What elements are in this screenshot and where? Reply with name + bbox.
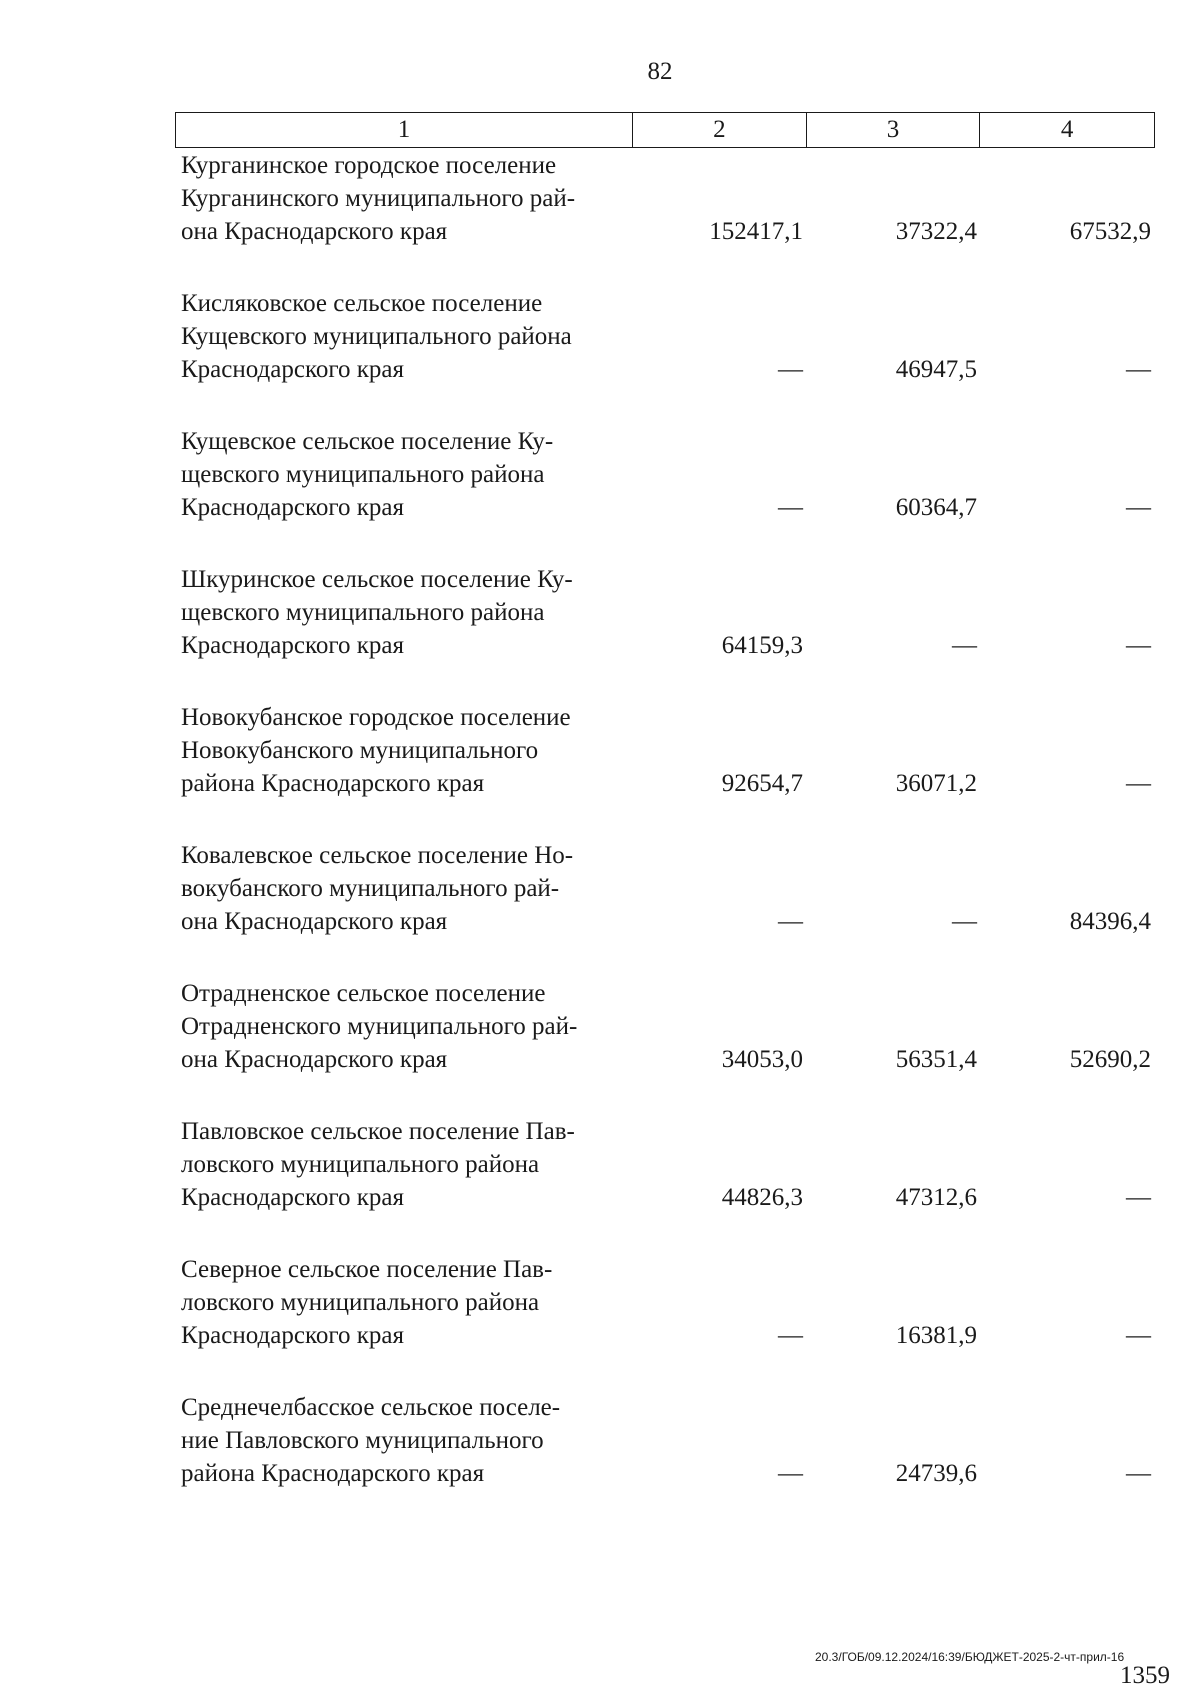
table-row bbox=[175, 700, 1155, 838]
table-row bbox=[175, 286, 1155, 424]
value-col-2: — bbox=[778, 1460, 803, 1487]
document-code: 20.3/ГОБ/09.12.2024/16:39/БЮДЖЕТ-2025-2-чт-прил-16 bbox=[815, 1650, 1125, 1664]
value-col-4: — bbox=[1126, 632, 1151, 659]
value-col-2: — bbox=[778, 494, 803, 521]
page-number: 82 bbox=[647, 58, 673, 85]
value-col-3: — bbox=[952, 632, 977, 659]
column-header-1: 1 bbox=[176, 113, 633, 147]
table-row bbox=[175, 1252, 1155, 1390]
value-col-4: — bbox=[1126, 494, 1151, 521]
settlement-name: Павловское сельское поселение Пав- ловского муниципального района Краснодарского края bbox=[181, 1118, 575, 1211]
value-col-2: — bbox=[778, 356, 803, 383]
settlement-name: Ковалевское сельское поселение Но- вокубанского муниципального рай- она Краснодарского края bbox=[181, 842, 574, 935]
value-col-4: — bbox=[1126, 1184, 1151, 1211]
value-col-2: — bbox=[778, 908, 803, 935]
settlement-name: Северное сельское поселение Пав- ловского муниципального района Краснодарского края bbox=[181, 1256, 553, 1349]
value-col-4: — bbox=[1126, 1460, 1151, 1487]
value-col-3: — bbox=[952, 908, 977, 935]
budget-table bbox=[175, 112, 1155, 1528]
value-col-4: 52690,2 bbox=[1069, 1046, 1151, 1073]
value-col-4: — bbox=[1126, 770, 1151, 797]
value-col-4: 84396,4 bbox=[1069, 908, 1151, 935]
value-col-3: 60364,7 bbox=[895, 494, 977, 521]
settlement-name: Шкуринское сельское поселение Ку- щевского муниципального района Краснодарского края bbox=[181, 566, 573, 659]
column-header-4: 4 bbox=[1060, 116, 1074, 143]
value-col-3: 37322,4 bbox=[895, 218, 977, 245]
value-col-2: 64159,3 bbox=[721, 632, 803, 659]
value-col-3: 24739,6 bbox=[895, 1460, 977, 1487]
table-header-row bbox=[175, 112, 1155, 148]
value-col-2: 44826,3 bbox=[721, 1184, 803, 1211]
settlement-name: Курганинское городское поселение Курганинского муниципального рай- она Краснодарского края bbox=[181, 152, 576, 245]
settlement-name: Кисляковское сельское поселение Кущевского муниципального района Краснодарского края bbox=[181, 290, 572, 383]
value-col-3: 16381,9 bbox=[895, 1322, 977, 1349]
settlement-name: Отрадненское сельское поселение Отрадненского муниципального рай- она Краснодарского края bbox=[181, 980, 578, 1073]
value-col-2: — bbox=[778, 1322, 803, 1349]
column-header-2: 2 bbox=[633, 113, 807, 147]
table-row bbox=[175, 1114, 1155, 1252]
value-col-4: 67532,9 bbox=[1069, 218, 1151, 245]
table-row bbox=[175, 148, 1155, 286]
value-col-2: 34053,0 bbox=[721, 1046, 803, 1073]
value-col-3: 47312,6 bbox=[895, 1184, 977, 1211]
table-row bbox=[175, 976, 1155, 1114]
value-col-3: 36071,2 bbox=[895, 770, 977, 797]
value-col-2: 92654,7 bbox=[721, 770, 803, 797]
table-row bbox=[175, 424, 1155, 562]
settlement-name: Новокубанское городское поселение Новокубанского муниципального района Краснодарского края bbox=[181, 704, 571, 797]
value-col-4: — bbox=[1126, 1322, 1151, 1349]
value-col-2: 152417,1 bbox=[709, 218, 803, 245]
value-col-3: 46947,5 bbox=[895, 356, 977, 383]
settlement-name: Среднечелбасское сельское поселе- ние Павловского муниципального района Краснодарского края bbox=[181, 1394, 561, 1487]
column-header-3: 3 bbox=[807, 113, 981, 147]
table-row bbox=[175, 838, 1155, 976]
table-row bbox=[175, 1390, 1155, 1528]
settlement-name: Кущевское сельское поселение Ку- щевского муниципального района Краснодарского края bbox=[181, 428, 554, 521]
sheet-number: 1359 bbox=[1120, 1662, 1170, 1689]
value-col-3: 56351,4 bbox=[895, 1046, 977, 1073]
value-col-4: — bbox=[1126, 356, 1151, 383]
table-row bbox=[175, 562, 1155, 700]
